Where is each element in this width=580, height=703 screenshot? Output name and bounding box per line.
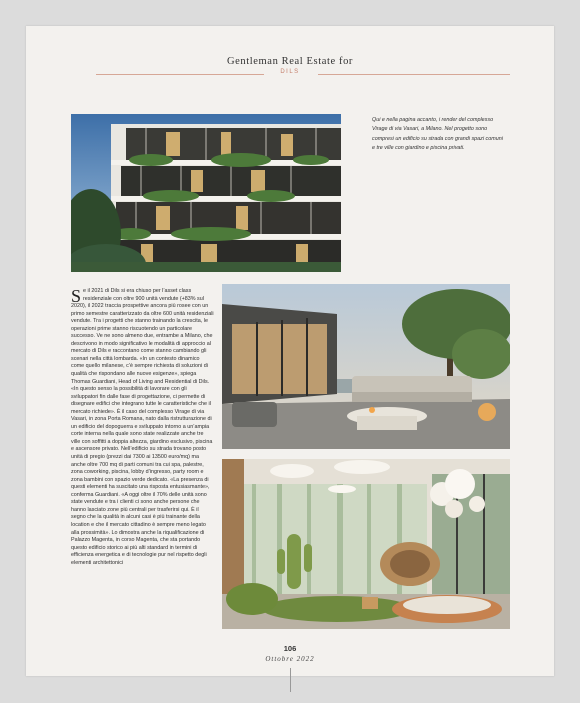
magazine-page: [26, 26, 554, 676]
header-rule-right: [318, 74, 510, 75]
kids-area-render-photo: [222, 459, 510, 629]
section-subtitle: DILS: [280, 69, 300, 75]
photo-caption: Qui e nella pagina accanto, i render del complesso Virage di via Vasari, a Milano. Nel progetto sono compresi un edificio su strada con grandi spazi comuni e tre ville con giardino e piscina privati.: [372, 117, 503, 151]
article-text: e il 2021 di Dils si era chiuso per l’asset class residenziale con oltre 900 unità vendute (+83% sul 2020), il 2022 traccia prospettive ancora più rosee con un primo semestre caratterizzato da oltre 600 unità residenziali vendute. Tra i progetti che stanno trainando la crescita, le operazioni prime stanno riscuotendo un particolare successo. Ve ne sono almeno due, entrambe a Milano, che descrivono in modo significativo le modalità di approccio al mercato di Dils e raccontano come stanno cambiando gli scenari nella città lombarda. «In un contesto dinamico come quello milanese, c’è sempre richiesta di soluzioni di qualità che rispondano alle nuove esigenze», spiega Thomas Guardiani, Head of Living and Residential di Dils. «In questo senso la possibilità di lavorare con gli sviluppatori fin dalle fase di progettazione, ci permette di disegnare edifici che integrano tutte le caratteristiche che il mercato richiede». È il caso del complesso Virage di via Vasari, in zona Porta Romana, nato dalla ristrutturazione di un edificio del dopoguerra e sviluppato intorno a un’ampia corte interna nella quale sono state realizzate anche tre ville con soffitti a doppia altezza, giardino esclusivo, piscina e ascensore privato. Nell’edificio su strada trovano posto unità di pregio (prezzi dai 7300 ai 13500 euro/mq) ma anche oltre 700 mq di parti comuni tra cui spa, palestre, zona coworking, piscina, lobby d’ingresso, party room e zona bambini con spazio verde dedicato. «La presenza di questi elementi ha suscitato una risposta entusiasmante», conferma Guardiani. «A oggi oltre il 70% delle unità sono state vendute e tra i clienti ci sono anche persone che hanno lasciato zone più centrali per trasferirsi qui. È il segno che la qualità in alcuni casi è più trainante della location e che il mercato cittadino è sempre meno legato alla prossimità». Lo dimostra anche la riqualificazione di Palazzo Magenta, in corso Magenta, che sta portando questo edificio storico ai più alti standard in termini di efficienza energetica e di tecnologie pur nel rispetto degli elementi architettonici: [71, 288, 214, 566]
terrace-render-photo: [222, 284, 510, 449]
article-body: [71, 288, 214, 567]
building-render-photo: [71, 114, 341, 272]
page-gutter-mark: [290, 668, 291, 692]
drop-cap: S: [71, 286, 82, 306]
section-title: Gentleman Real Estate for: [226, 56, 354, 67]
page-number: 106: [283, 644, 297, 653]
issue-date: Ottobre 2022: [265, 655, 315, 663]
